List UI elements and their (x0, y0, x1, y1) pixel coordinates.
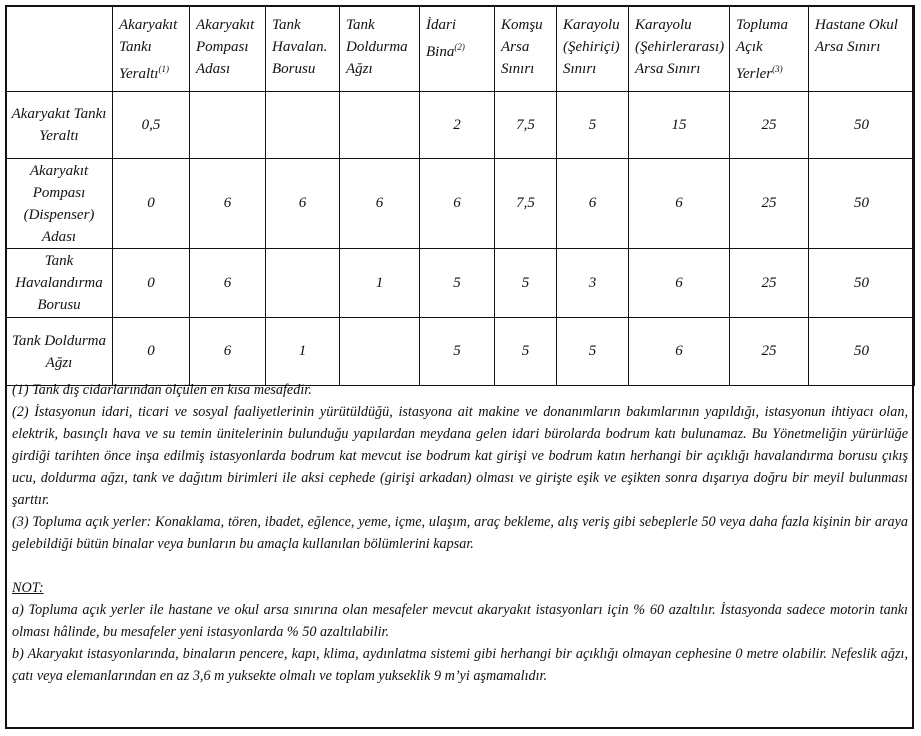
column-header-label: Topluma Açık Yerler (736, 17, 788, 82)
distance-cell: 0 (113, 159, 190, 249)
distance-cell: 25 (730, 249, 809, 318)
column-header-label: Akaryakıt Tankı Yeraltı (119, 17, 178, 82)
distance-cell (340, 318, 420, 386)
note-title: NOT: (12, 580, 44, 596)
distance-cell: 6 (190, 318, 266, 386)
column-header (113, 6, 190, 92)
distance-cell: 0 (113, 318, 190, 386)
column-header (420, 6, 495, 92)
distance-cell: 6 (629, 318, 730, 386)
distance-table (5, 5, 915, 386)
distance-cell: 6 (190, 249, 266, 318)
column-header-label: İdari Bina (426, 17, 456, 60)
note-a: a) Topluma açık yerler ile hastane ve okul arsa sınırına olan mesafeler mevcut akaryakıt istasyonları için % 60 azaltılır. İstasyonda sadece motorin tankı olması hâlinde, bu mesafeler yeni istasyonlarda % 50 azaltılabilir. (12, 602, 908, 640)
distance-cell: 2 (420, 92, 495, 159)
distance-cell (266, 92, 340, 159)
distance-cell: 6 (266, 159, 340, 249)
distance-cell (190, 92, 266, 159)
table-row (6, 318, 915, 386)
column-header (557, 6, 629, 92)
column-header (495, 6, 557, 92)
distance-cell: 15 (629, 92, 730, 159)
distance-cell: 6 (190, 159, 266, 249)
column-header-label: Akaryakıt Pompası Adası (196, 17, 255, 77)
column-header (6, 6, 113, 92)
column-header (266, 6, 340, 92)
distance-cell (266, 249, 340, 318)
distance-cell: 0,5 (113, 92, 190, 159)
distance-cell: 5 (557, 92, 629, 159)
footnote-marker: (3) (772, 64, 783, 74)
column-header-label: Karayolu (Şehirlerarası) Arsa Sınırı (635, 17, 725, 77)
distance-cell: 6 (340, 159, 420, 249)
header-row (6, 6, 915, 92)
table-row (6, 159, 915, 249)
column-header-label: Tank Havalan. Borusu (272, 17, 328, 77)
distance-cell: 25 (730, 92, 809, 159)
footnote-1: (1) Tank dış cidarlarından ölçülen en kısa mesafedir. (12, 382, 312, 398)
column-header (629, 6, 730, 92)
distance-cell (340, 92, 420, 159)
distance-cell: 6 (557, 159, 629, 249)
column-header-label: Komşu Arsa Sınırı (501, 17, 543, 77)
table-row (6, 92, 915, 159)
distance-cell: 5 (420, 249, 495, 318)
distance-cell: 5 (420, 318, 495, 386)
distance-cell: 6 (629, 159, 730, 249)
column-header (730, 6, 809, 92)
distance-cell: 3 (557, 249, 629, 318)
distance-cell: 1 (266, 318, 340, 386)
row-header: Akaryakıt Pompası (Dispenser) Adası (6, 159, 113, 249)
row-header: Tank Doldurma Ağzı (6, 318, 113, 386)
distance-cell: 5 (495, 318, 557, 386)
footnotes (12, 379, 908, 687)
footnote-3: (3) Topluma açık yerler: Konaklama, tören, ibadet, eğlence, yeme, içme, ulaşım, araç bekleme, alış veriş gibi sebeplerle 50 veya daha fazla kişinin bir araya gelebildiği bütün binalar veya bunların bu amaçla kullanılan bölümlerini kapsar. (12, 514, 908, 552)
distance-cell: 25 (730, 159, 809, 249)
column-header-label: Hastane Okul Arsa Sınırı (815, 17, 898, 55)
column-header (809, 6, 915, 92)
distance-cell: 5 (557, 318, 629, 386)
distance-cell: 0 (113, 249, 190, 318)
footnote-marker: (1) (158, 64, 169, 74)
distance-cell: 7,5 (495, 159, 557, 249)
footnote-marker: (2) (454, 42, 465, 52)
column-header-label: Karayolu (Şehiriçi) Sınırı (563, 17, 620, 77)
distance-cell: 1 (340, 249, 420, 318)
distance-cell: 25 (730, 318, 809, 386)
distance-cell: 50 (809, 318, 915, 386)
distance-cell: 50 (809, 159, 915, 249)
distance-cell: 5 (495, 249, 557, 318)
column-header-label: Tank Doldurma Ağzı (346, 17, 408, 77)
row-header: Akaryakıt Tankı Yeraltı (6, 92, 113, 159)
distance-cell: 6 (629, 249, 730, 318)
distance-cell: 7,5 (495, 92, 557, 159)
table-row (6, 249, 915, 318)
footnote-2: (2) İstasyonun idari, ticari ve sosyal faaliyetlerinin yürütüldüğü, istasyona ait makine ve donanımların bakımlarının yapıldığı, istasyonun ihtiyacı olan, elektrik, basınçlı hava ve su temin ünitelerinin bulunduğu yapılardan meydana gelen idari bürolarda bodrum katı bulunamaz. Bu Yönetmeliğin yürürlüğe girdiği tarihten önce inşa edilmiş istasyonlarda bodrum kat mevcut ise bodrum kat girişi ve bodrum katın herhangi bir açıklığı havalandırma borusu çıkış ucu, doldurma ağzı, tank ve dağıtım birimleri ile aksi cephede (girişi arkadan) olması ve girişte eşik ve eşikten sonra dışarıya doğru bir meyil bulunması şarttır. (12, 404, 908, 508)
distance-cell: 50 (809, 249, 915, 318)
column-header (340, 6, 420, 92)
distance-cell: 6 (420, 159, 495, 249)
row-header: Tank Havalandırma Borusu (6, 249, 113, 318)
column-header (190, 6, 266, 92)
distance-cell: 50 (809, 92, 915, 159)
note-b: b) Akaryakıt istasyonlarında, binaların pencere, kapı, klima, aydınlatma sistemi gibi herhangi bir açıklığı olmayan cephesine 0 metre olabilir. Nefeslik ağzı, çatı veya elemanlarından en az 3,6 m yuksekte olmalı ve toplam yukseklik 9 m’yi aşmamalıdır. (12, 646, 908, 684)
